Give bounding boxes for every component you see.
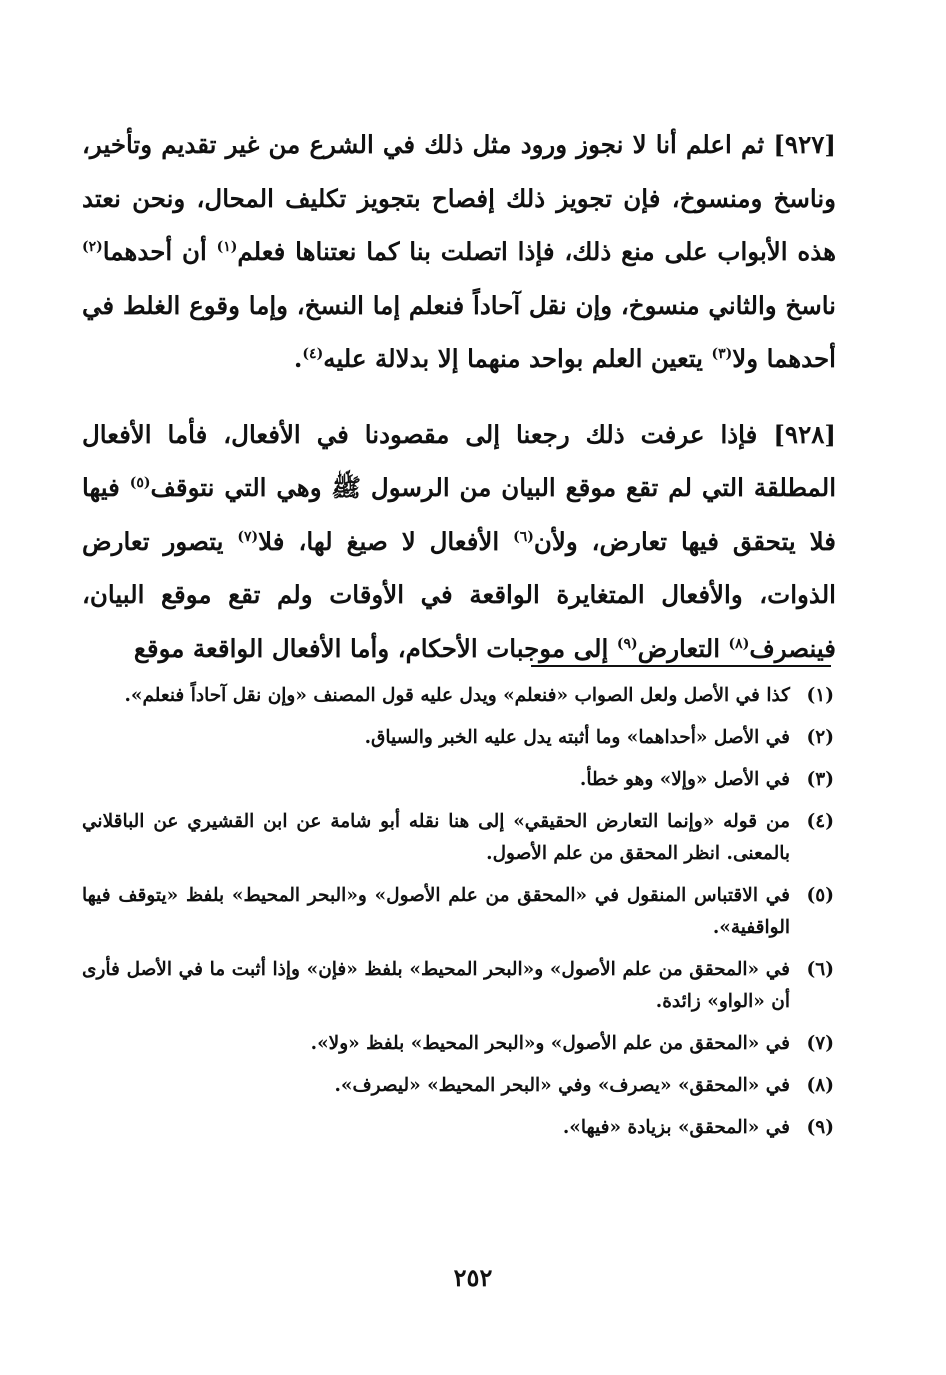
footnote-text: كذا في الأصل ولعل الصواب «فنعلم» ويدل عليه قول المصنف «وإن نقل آحاداً فنعلم». — [124, 685, 790, 706]
text-segment: أن أحدهما — [102, 237, 217, 266]
main-text — [82, 118, 836, 675]
footnote-separator — [531, 665, 831, 667]
footnote-text: في الاقتباس المنقول في «المحقق من علم الأصول» و«البحر المحيط» بلفظ «يتوقف فيها الواقفية». — [82, 885, 790, 938]
page-number: ٢٥٢ — [453, 1263, 493, 1292]
footnote-number: (٢) — [806, 727, 834, 748]
footnote-reference[interactable]: (٤) — [302, 345, 324, 362]
footnote-number: (١) — [806, 685, 834, 706]
footnote-item — [82, 806, 834, 870]
text-segment: إلى موجبات الأحكام، وأما الأفعال الواقعة موقع — [133, 633, 617, 663]
footnote-item — [82, 1112, 834, 1144]
footnote-number: (٤) — [806, 811, 834, 832]
footnote-number: (٥) — [806, 885, 834, 906]
footnote-number: (٣) — [806, 769, 834, 790]
footnote-item — [82, 722, 834, 754]
footnote-item — [82, 954, 834, 1018]
footnote-reference[interactable]: (٩) — [616, 635, 638, 652]
paragraph-number: [٩٢٨] — [773, 419, 836, 449]
text-segment: . — [293, 344, 303, 373]
paragraph-number: [٩٢٧] — [773, 130, 836, 159]
footnote-reference[interactable]: (٢) — [82, 238, 103, 255]
footnotes-list — [82, 680, 834, 1154]
footnote-number: (٨) — [806, 1075, 834, 1096]
text-segment: يتعين العلم بواحد منهما إلا بدلالة عليه — [323, 344, 712, 373]
footnote-item — [82, 1028, 834, 1060]
text-segment: فيها فلا يتحقق فيها تعارض، ولأن — [82, 473, 836, 556]
text-segment: فإذا عرفت ذلك رجعنا إلى مقصودنا في الأفعال، فأما الأفعال المطلقة التي لم تقع موقع البيان من الرسول ﷺ وهي التي نتوقف — [82, 419, 836, 502]
footnote-number: (٩) — [806, 1117, 834, 1138]
footnote-text: من قوله «وإنما التعارض الحقيقي» إلى هنا نقله أبو شامة عن ابن القشيري عن الباقلاني بالمعنى. انظر المحقق من علم الأصول. — [82, 811, 790, 864]
footnote-text: في «المحقق من علم الأصول» و«البحر المحيط» بلفظ «ولا». — [310, 1033, 790, 1054]
footnote-reference[interactable]: (٣) — [711, 345, 733, 362]
text-segment: ناسخ والثاني منسوخ، وإن نقل آحاداً فنعلم إما النسخ، وإما وقوع الغلط في أحدهما ولا — [82, 290, 836, 373]
footnote-reference[interactable]: (٧) — [237, 528, 259, 545]
footnote-reference[interactable]: (١) — [216, 238, 238, 255]
footnote-text: في «المحقق من علم الأصول» و«البحر المحيط» بلفظ «فإن» وإذا أثبت ما في الأصل فأرى أن «الواو» زائدة. — [82, 959, 790, 1012]
footnote-item — [82, 1070, 834, 1102]
footnote-number: (٦) — [806, 959, 834, 980]
text-segment: ثم اعلم أنا لا نجوز ورود مثل ذلك في الشرع من غير تقديم وتأخير، وناسخ ومنسوخ، فإن تجويز ذلك إفصاح بتجويز تكليف المحال، ونحن نعتد هذه الأبواب على منع ذلك، فإذا اتصلت بنا كما نعتناها فعلم — [82, 130, 836, 266]
footnote-text: في الأصل «أحداهما» وما أثبته يدل عليه الخبر والسياق. — [364, 727, 790, 748]
paragraph-928 — [82, 408, 836, 676]
text-segment: الأفعال لا صيغ لها، فلا — [258, 526, 514, 556]
text-segment: التعارض — [637, 633, 729, 663]
footnote-reference[interactable]: (٦) — [513, 528, 534, 545]
footnote-text: في الأصل «وإلا» وهو خطأ. — [579, 769, 790, 790]
text-segment: يتصور تعارض الذوات، والأفعال المتغايرة الواقعة في الأوقات ولم تقع موقع البيان، فينصرف — [82, 526, 836, 663]
footnote-text: في «المحقق» «يصرف» وفي «البحر المحيط» «ليصرف». — [334, 1075, 790, 1096]
footnote-reference[interactable]: (٨) — [728, 635, 750, 652]
footnote-item — [82, 680, 834, 712]
footnote-text: في «المحقق» بزيادة «فيها». — [562, 1117, 790, 1138]
footnote-reference[interactable]: (٥) — [129, 474, 151, 491]
paragraph-927 — [82, 118, 836, 386]
footnote-number: (٧) — [806, 1033, 834, 1054]
footnote-item — [82, 880, 834, 944]
footnote-item — [82, 764, 834, 796]
